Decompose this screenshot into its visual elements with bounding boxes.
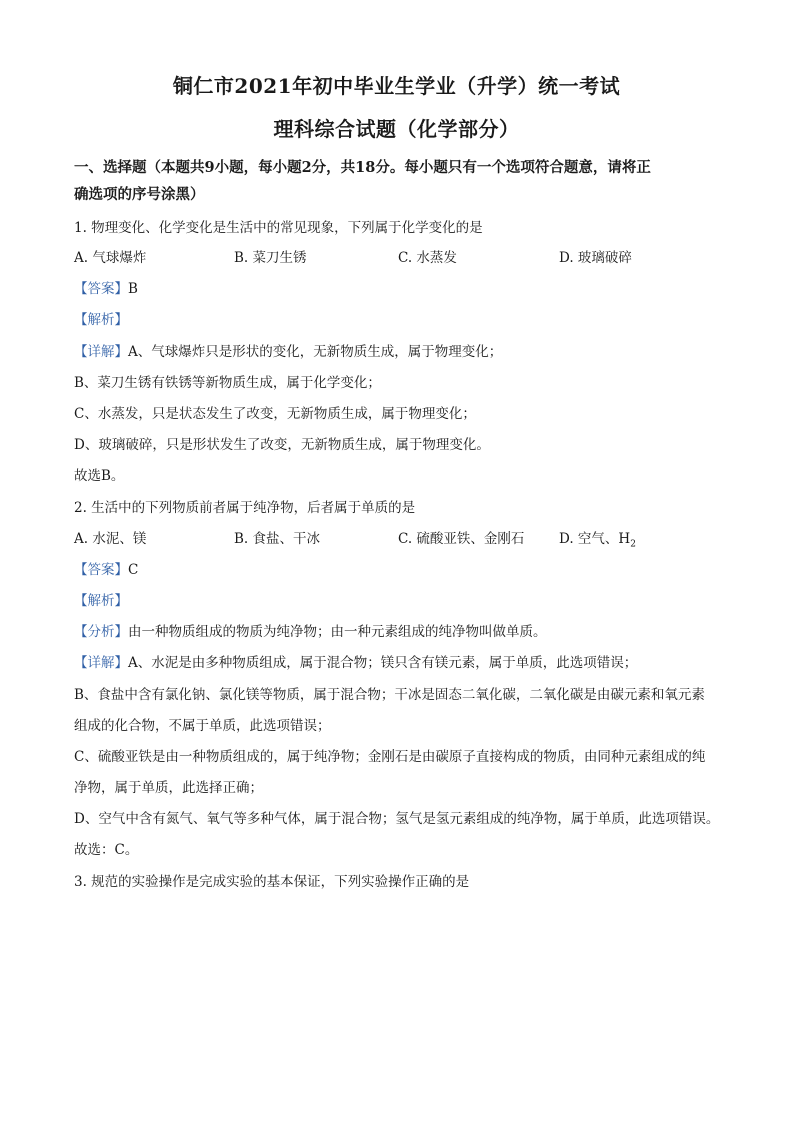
q2-fenxi [74, 620, 724, 640]
q2-option-a: A. 水泥、镁 [74, 531, 147, 547]
q1-detail-line-3: C、水蒸发，只是状态发生了改变，无新物质生成，属于物理变化； [74, 406, 476, 422]
q1-option-d: D. 玻璃破碎 [559, 250, 632, 266]
q2-option-d [559, 527, 636, 550]
answer-label: 【答案】 [74, 562, 128, 578]
q2-answer [74, 558, 724, 578]
section-heading-line1: 一、选择题（本题共9小题，每小题2分，共18分。每小题只有一个选项符合题意，请将正 [74, 159, 651, 176]
detail-label: 【详解】 [74, 344, 128, 360]
q2-detail-line-1 [74, 651, 724, 671]
q2-detail-line-3: 组成的化合物，不属于单质，此选项错误； [74, 718, 331, 734]
detail-text: A、气球爆炸只是形状的变化，无新物质生成，属于物理变化； [128, 344, 503, 360]
q2-detail-line-5: 净物，属于单质，此选择正确； [74, 780, 263, 796]
q2-detail-line-6: D、空气中含有氮气、氧气等多种气体，属于混合物；氢气是氢元素组成的纯净物，属于单质，此选项错误。 [74, 811, 720, 827]
section-heading-line2: 确选项的序号涂黑） [74, 186, 205, 203]
q2-stem: 2. 生活中的下列物质前者属于纯净物，后者属于单质的是 [74, 500, 416, 516]
q2-option-b: B. 食盐、干冰 [234, 531, 321, 547]
q1-answer [74, 277, 724, 297]
q2-conclusion: 故选：C。 [74, 842, 139, 858]
q2-detail-line-2: B、食盐中含有氯化钠、氯化镁等物质，属于混合物；干冰是固态二氧化碳，二氧化碳是由碳元素和氧元素 [74, 687, 705, 703]
q1-conclusion: 故选B。 [74, 468, 125, 484]
answer-label: 【答案】 [74, 281, 128, 297]
answer-value: C [128, 562, 139, 578]
detail-label: 【详解】 [74, 655, 128, 671]
q1-option-a: A. 气球爆炸 [74, 250, 147, 266]
fenxi-label: 【分析】 [74, 624, 128, 640]
q1-stem: 1. 物理变化、化学变化是生活中的常见现象，下列属于化学变化的是 [74, 220, 483, 236]
q1-detail-line-4: D、玻璃破碎，只是形状发生了改变，无新物质生成，属于物理变化。 [74, 437, 490, 453]
detail-text: A、水泥是由多种物质组成，属于混合物；镁只含有镁元素，属于单质，此选项错误； [128, 655, 638, 671]
q1-option-b: B. 菜刀生锈 [234, 250, 307, 266]
answer-value: B [128, 281, 138, 297]
q2-option-d-subscript: 2 [630, 539, 636, 550]
q1-analysis-label: 【解析】 [74, 312, 128, 328]
q1-detail-line-2: B、菜刀生锈有铁锈等新物质生成，属于化学变化； [74, 375, 381, 391]
fenxi-text: 由一种物质组成的物质为纯净物；由一种元素组成的纯净物叫做单质。 [128, 624, 547, 640]
exam-subtitle: 理科综合试题（化学部分） [273, 117, 520, 141]
q2-option-d-text: D. 空气、H [559, 531, 631, 547]
q2-detail-line-4: C、硫酸亚铁是由一种物质组成的，属于纯净物；金刚石是由碳原子直接构成的物质，由同种元素组成的纯 [74, 749, 706, 765]
q1-detail-line-1 [74, 340, 724, 360]
q2-analysis-label: 【解析】 [74, 593, 128, 609]
exam-title: 铜仁市2021年初中毕业生学业（升学）统一考试 [172, 74, 621, 98]
q2-option-c: C. 硫酸亚铁、金刚石 [398, 531, 525, 547]
q3-stem: 3. 规范的实验操作是完成实验的基本保证，下列实验操作正确的是 [74, 874, 470, 890]
q1-option-c: C. 水蒸发 [398, 250, 457, 266]
